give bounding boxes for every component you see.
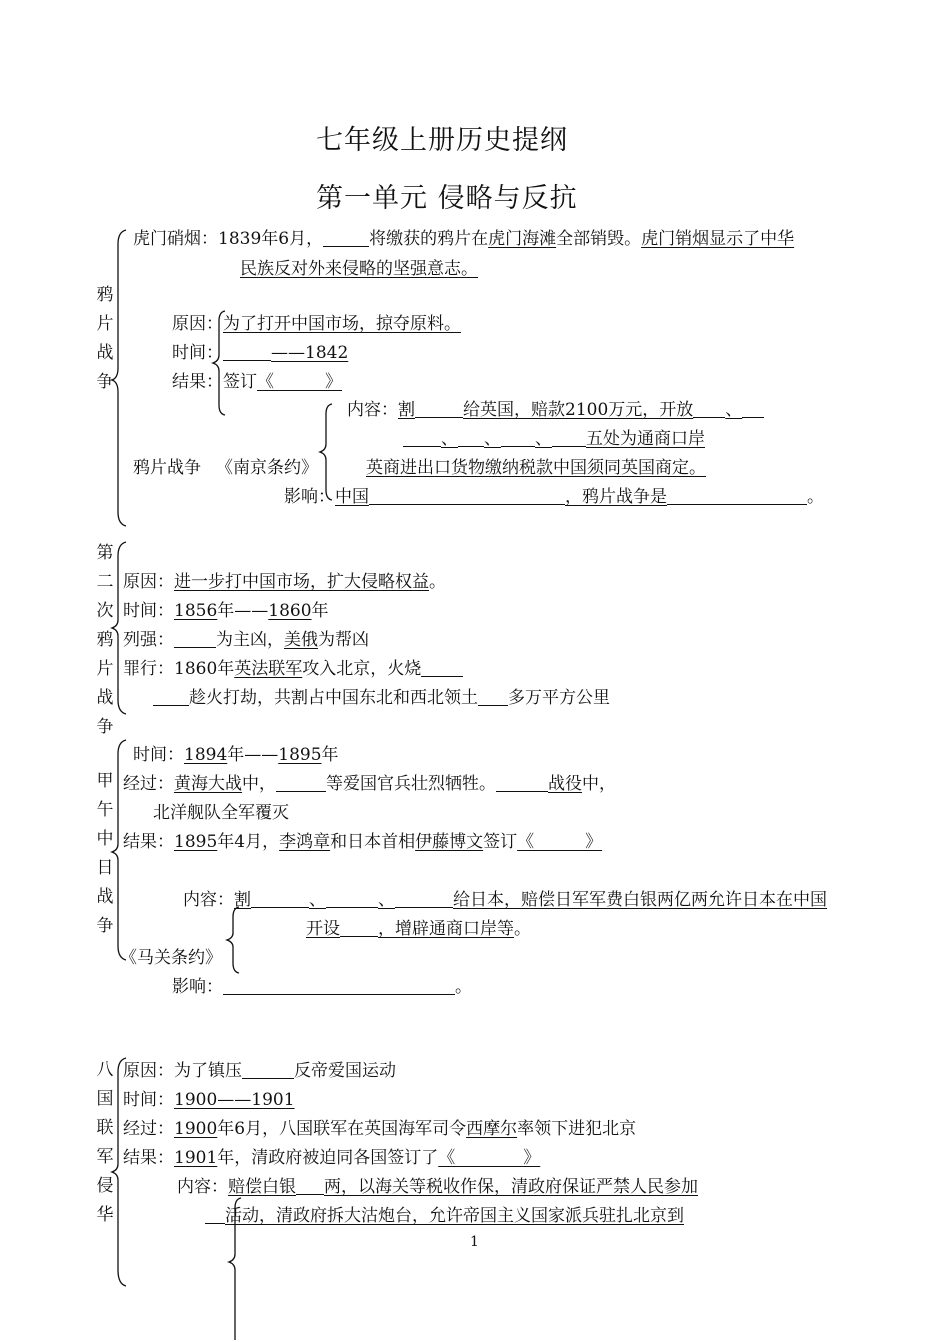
side-label-char: 争 [96, 717, 114, 737]
blank-field [326, 891, 378, 908]
side-label-char: 第 [96, 543, 114, 563]
nanjing-war-label: 鸦片战争 [133, 458, 201, 478]
content-text: 五处为通商口岸 [586, 429, 705, 449]
result-text: 伊藤博文 [415, 832, 484, 852]
shimonoseki-content-2 [306, 918, 531, 940]
humen-significance: 虎门销烟显示了中华 [641, 229, 795, 249]
impact-text: 。 [807, 487, 824, 507]
process-text: 年6月，八国联军在英国海军司令 [217, 1119, 467, 1139]
side-label-char: 片 [96, 314, 114, 334]
side-label-char: 侵 [96, 1176, 114, 1196]
cause-text: 为了打开中国市场，掠夺原料。 [223, 314, 461, 334]
cause-text: 进一步打中国市场，扩大侵略权益 [174, 572, 429, 592]
result-text: 李鸿章 [279, 832, 331, 852]
xinchou-content-2 [205, 1205, 684, 1227]
blank-field [496, 775, 548, 792]
side-label-char: 午 [96, 800, 114, 820]
cause-label: 原因：为了镇压 [123, 1061, 242, 1081]
side-label-char: 鸦 [96, 285, 114, 305]
nanjing-content-1 [347, 399, 764, 421]
content-label: 内容： [183, 890, 234, 910]
opium-time-row [172, 342, 348, 364]
content-text: 、 [441, 429, 458, 449]
process-text: 黄海大战 [174, 774, 242, 794]
blank-field [421, 660, 463, 677]
blank-field [369, 488, 565, 505]
powers-label: 列强： [123, 630, 174, 650]
xinchou-brace [227, 1196, 247, 1340]
impact-label: 影响： [172, 977, 223, 997]
nanjing-treaty-name: 《南京条约》 [216, 458, 318, 478]
content-text: 、 [725, 400, 743, 420]
process-text: 中， [582, 774, 616, 794]
blank-field [667, 488, 807, 505]
time-text: 年 [311, 601, 329, 621]
blank-field [242, 1062, 294, 1079]
shimonoseki-content-1 [183, 889, 827, 911]
blank-field [415, 401, 463, 418]
content-text: 、 [535, 429, 552, 449]
result-text: 签订 [483, 832, 518, 852]
time-label: 时间： [123, 1090, 174, 1110]
side-label-char: 军 [96, 1147, 114, 1167]
cause-text: 反帝爱国运动 [294, 1061, 396, 1081]
time-year: 1894 [184, 745, 228, 765]
content-text: 活动，清政府拆大沽炮台，允许帝国主义国家派兵驻扎北京到 [225, 1206, 684, 1226]
eight-time-row [123, 1089, 295, 1111]
eight-nation-side-label [93, 1056, 117, 1230]
blank-field [174, 631, 216, 648]
side-label-char: 华 [96, 1205, 114, 1225]
process-label: 经过： [123, 774, 174, 794]
blank-field [223, 344, 271, 361]
blank-field [395, 891, 453, 908]
second-crime-row-2 [153, 687, 610, 709]
blank-field [251, 891, 309, 908]
side-label-char: 二 [96, 572, 114, 592]
result-text: 年，清政府被迫同各国签订了 [217, 1148, 439, 1168]
side-label-char: 甲 [96, 771, 114, 791]
blank-field [323, 230, 369, 247]
crime-text: 英法联军 [234, 659, 303, 679]
side-label-char: 次 [96, 601, 114, 621]
crime-label: 罪行：1860年 [123, 659, 235, 679]
result-treaty-blank: 《 》 [438, 1148, 541, 1168]
opium-impact-row [284, 486, 824, 508]
side-label-char: 争 [96, 372, 114, 392]
content-text: ，增辟通商口岸等 [378, 919, 514, 939]
impact-text: 中国 [335, 487, 369, 507]
humen-text: 全部销毁。 [556, 229, 642, 249]
time-text: ——1842 [271, 343, 349, 363]
side-label-char: 八 [96, 1060, 114, 1080]
eight-result-row [123, 1147, 540, 1169]
side-label-char: 鸦 [96, 630, 114, 650]
second-crime-row [123, 658, 463, 680]
opium-cause-row [172, 313, 461, 335]
sino-process-row-2: 北洋舰队全军覆灭 [153, 803, 289, 823]
content-label: 内容： [347, 400, 398, 420]
cause-text: 。 [429, 572, 446, 592]
opium-war-side-label [93, 281, 117, 397]
eight-process-row [123, 1118, 636, 1140]
blank-field [693, 401, 725, 418]
crime-text: 攻入北京，火烧 [302, 659, 422, 679]
second-cause-row [123, 571, 446, 593]
result-text: 年4月， [217, 832, 280, 852]
nanjing-content-3: 英商进出口货物缴纳税款中国须同英国商定。 [366, 458, 706, 478]
side-label-char: 战 [96, 887, 114, 907]
opium-result-row [172, 371, 342, 393]
process-text: 率领下进犯北京 [517, 1119, 637, 1139]
side-label-char: 片 [96, 659, 114, 679]
content-text: 赔偿白银 [228, 1177, 296, 1197]
side-label-char: 战 [96, 688, 114, 708]
process-text: 等爱国官兵壮烈牺牲。 [326, 774, 496, 794]
result-treaty-blank: 《 》 [257, 372, 342, 392]
unit-title: 第一单元 侵略与反抗 [316, 183, 578, 214]
result-text: 签订 [223, 372, 257, 392]
powers-text: 美俄 [284, 630, 318, 650]
second-time-row [123, 600, 329, 622]
side-label-char: 国 [96, 1089, 114, 1109]
impact-text: 。 [455, 977, 472, 997]
time-year: 1856 [174, 601, 218, 621]
time-text: 年—— [217, 601, 269, 621]
time-label: 时间： [133, 745, 184, 765]
content-text: 。 [514, 919, 531, 939]
content-text: 开设 [306, 919, 340, 939]
humen-line-1 [133, 228, 794, 250]
content-text: 给日本，赔偿日军军费白银两亿两允许日本在中国 [453, 890, 827, 910]
side-label-char: 战 [96, 343, 114, 363]
process-label: 经过： [123, 1119, 174, 1139]
sino-result-row [123, 831, 602, 853]
time-year: 1860 [268, 601, 312, 621]
shimonoseki-treaty-name: 《马关条约》 [120, 948, 222, 968]
blank-field [296, 1178, 324, 1195]
cause-label: 原因： [123, 572, 174, 592]
blank-field [403, 430, 441, 447]
humen-location: 虎门海滩 [488, 229, 557, 249]
result-text: 和日本首相 [330, 832, 416, 852]
blank-field [552, 430, 586, 447]
powers-text: 为主凶， [216, 630, 284, 650]
second-war-side-label [93, 539, 117, 742]
crime-text: 趁火打劫，共割占中国东北和西北领土 [189, 688, 478, 708]
blank-field [205, 1207, 225, 1224]
humen-prefix: 虎门硝烟：1839年6月， [133, 229, 324, 249]
second-powers-row [123, 629, 369, 651]
shimonoseki-brace [225, 905, 245, 975]
blank-field [501, 430, 535, 447]
eight-cause-row [123, 1060, 396, 1082]
sino-time-row [133, 744, 339, 766]
page-number: 1 [470, 1234, 479, 1250]
xinchou-content-1 [177, 1176, 698, 1198]
time-label: 时间： [172, 343, 223, 363]
result-treaty-blank: 《 》 [517, 832, 603, 852]
humen-text: 将缴获的鸦片在 [369, 229, 489, 249]
impact-text: ，鸦片战争是 [565, 487, 667, 507]
content-text: 给英国，赔款2100万元，开放 [463, 400, 694, 420]
blank-field [478, 689, 508, 706]
content-text: 、 [484, 429, 501, 449]
crime-text: 多万平方公里 [508, 688, 610, 708]
result-label: 结果： [172, 372, 223, 392]
blank-field [223, 978, 455, 995]
process-text: 中， [242, 774, 276, 794]
process-text: 战役 [548, 774, 582, 794]
content-text: 割 [234, 890, 251, 910]
cause-label: 原因： [172, 314, 223, 334]
content-label: 内容： [177, 1177, 228, 1197]
blank-field [340, 920, 378, 937]
time-label: 时间： [123, 601, 174, 621]
powers-text: 为帮凶 [318, 630, 369, 650]
sino-war-side-label [93, 767, 117, 941]
result-year: 1895 [174, 832, 218, 852]
content-text: 、 [378, 890, 395, 910]
blank-field [742, 401, 764, 418]
side-label-char: 日 [96, 858, 114, 878]
time-text: 年 [321, 745, 339, 765]
time-text: 1900——1901 [174, 1090, 295, 1110]
nanjing-content-2 [403, 428, 705, 450]
result-label: 结果： [123, 1148, 174, 1168]
process-text: 西摩尔 [466, 1119, 518, 1139]
page-title: 七年级上册历史提纲 [316, 125, 568, 156]
time-year: 1895 [278, 745, 322, 765]
side-label-char: 争 [96, 916, 114, 936]
side-label-char: 中 [96, 829, 114, 849]
blank-field [153, 689, 189, 706]
content-text: 割 [398, 400, 415, 420]
content-text: 两，以海关等税收作保，清政府保证严禁人民参加 [324, 1177, 698, 1197]
humen-line-2: 民族反对外来侵略的坚强意志。 [240, 259, 478, 279]
blank-field [276, 775, 326, 792]
result-year: 1901 [174, 1148, 218, 1168]
blank-field [458, 430, 484, 447]
impact-label: 影响： [284, 487, 335, 507]
result-label: 结果： [123, 832, 174, 852]
sino-impact-row [172, 976, 472, 998]
process-year: 1900 [174, 1119, 218, 1139]
content-text: 、 [309, 890, 326, 910]
side-label-char: 联 [96, 1118, 114, 1138]
sino-process-row [123, 773, 616, 795]
time-text: 年—— [227, 745, 279, 765]
